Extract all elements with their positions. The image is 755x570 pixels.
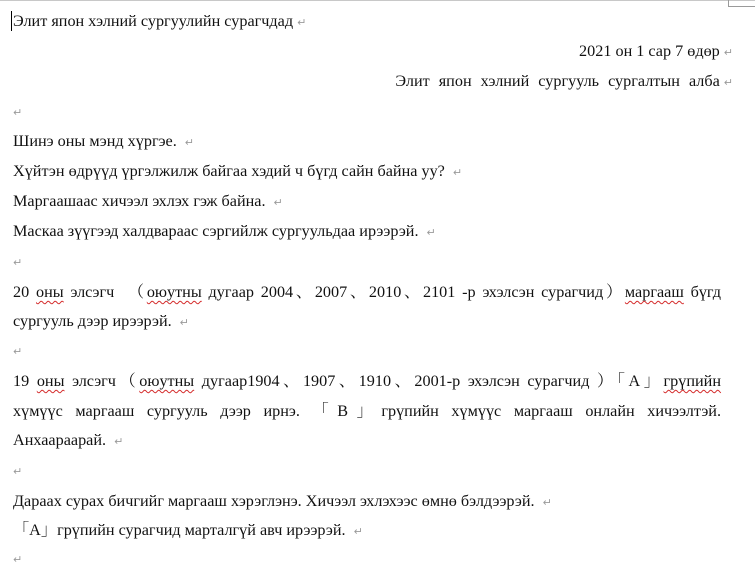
paragraph-mark-icon: ↵ — [13, 345, 23, 358]
paragraph-mark-icon: ↵ — [723, 46, 733, 59]
text-cursor — [11, 11, 12, 31]
paragraph-mark-icon: ↵ — [426, 226, 436, 239]
doc-title: Элит япон хэлний сургуулийн сурагчдад — [13, 12, 294, 30]
paragraph-8[interactable] — [13, 520, 363, 542]
paragraph-2[interactable] — [13, 161, 462, 183]
paragraph-mark-icon: ↵ — [353, 525, 363, 538]
text-run: элсэгч（ — [64, 372, 140, 390]
paragraph-mark-icon: ↵ — [13, 553, 23, 566]
text-run: 19 — [13, 372, 37, 390]
paragraph-mark-icon: ↵ — [13, 465, 23, 478]
paragraph-mark-icon: ↵ — [13, 256, 23, 269]
doc-sender-line[interactable] — [395, 71, 733, 93]
empty-line[interactable] — [13, 101, 22, 123]
empty-line[interactable] — [13, 460, 22, 482]
doc-date: 2021 он 1 сар 7 өдөр — [579, 42, 720, 60]
spellcheck-word[interactable]: оны — [36, 372, 65, 390]
paragraph-text: Маргаашаас хичээл эхлэх гэж байна. — [13, 192, 266, 210]
spellcheck-word[interactable]: грүпийн — [663, 372, 722, 390]
paragraph-3[interactable] — [13, 191, 283, 213]
text-run: элсэгч （ — [63, 283, 147, 301]
spellcheck-word[interactable]: оны — [36, 283, 64, 301]
paragraph-6-line-2[interactable] — [13, 401, 721, 421]
text-run: 20 — [13, 283, 36, 301]
paragraph-mark-icon: ↵ — [114, 435, 124, 448]
empty-line[interactable] — [13, 548, 22, 570]
paragraph-mark-icon: ↵ — [452, 166, 463, 179]
paragraph-4[interactable] — [13, 221, 436, 243]
doc-title-line[interactable] — [13, 11, 306, 33]
paragraph-text: Маскаа зүүгээд халдвараас сэргийлж сургуульдаа ирээрэй. — [13, 222, 419, 240]
spellcheck-word[interactable]: маргааш — [624, 283, 684, 301]
paragraph-5-line-2[interactable] — [13, 311, 189, 333]
text-run: дугаар1904、1907、1910、2001-р эхэлсэн сурагчид ）「A」 — [194, 372, 664, 390]
paragraph-6-line-3[interactable] — [13, 430, 123, 452]
text-run: бүгд — [683, 283, 721, 301]
paragraph-text: 「A」грүпийн сурагчид марталгүй авч ирээрэй. — [13, 521, 346, 539]
paragraph-text: хүмүүс маргааш сургууль дээр ирнэ. 「B」грүпийн хүмүүс маргааш онлайн хичээлтэй. — [13, 402, 721, 420]
paragraph-mark-icon: ↵ — [179, 316, 189, 329]
paragraph-text: Хүйтэн өдрүүд үргэлжилж байгаа хэдий ч бүгд сайн байна уу? — [13, 162, 445, 180]
paragraph-mark-icon: ↵ — [273, 196, 283, 209]
paragraph-text: Шинэ оны мэнд хүргэе. — [13, 132, 177, 150]
paragraph-mark-icon: ↵ — [723, 76, 733, 89]
paragraph-mark-icon: ↵ — [184, 136, 194, 149]
paragraph-6-line-1[interactable] — [13, 371, 721, 391]
spellcheck-word[interactable]: оюутны — [139, 372, 195, 390]
paragraph-mark-icon: ↵ — [542, 496, 552, 509]
doc-date-line[interactable] — [579, 41, 733, 63]
paragraph-text: Дараах сурах бичгийг маргааш хэрэглэнэ. Хичээл эхлэхээс өмнө бэлдээрэй. — [13, 492, 535, 510]
paragraph-text: сургууль дээр ирээрэй. — [13, 312, 172, 330]
spellcheck-word[interactable]: оюутны — [146, 283, 202, 301]
paragraph-7[interactable] — [13, 491, 552, 513]
paragraph-1[interactable] — [13, 131, 194, 153]
empty-line[interactable] — [13, 251, 22, 273]
empty-line[interactable] — [13, 340, 22, 362]
text-run: дугаар 2004、2007、2010、2101 -р эхэлсэн сурагчид） — [201, 283, 625, 301]
paragraph-5-line-1[interactable] — [13, 282, 721, 302]
paragraph-text: Анхаараарай. — [13, 431, 107, 449]
paragraph-mark-icon: ↵ — [13, 106, 23, 119]
page-top-border — [0, 0, 755, 1]
doc-sender: Элит япон хэлний сургууль сургалтын алба — [395, 72, 720, 90]
paragraph-mark-icon: ↵ — [297, 16, 307, 29]
margin-corner-mark — [728, 0, 755, 7]
